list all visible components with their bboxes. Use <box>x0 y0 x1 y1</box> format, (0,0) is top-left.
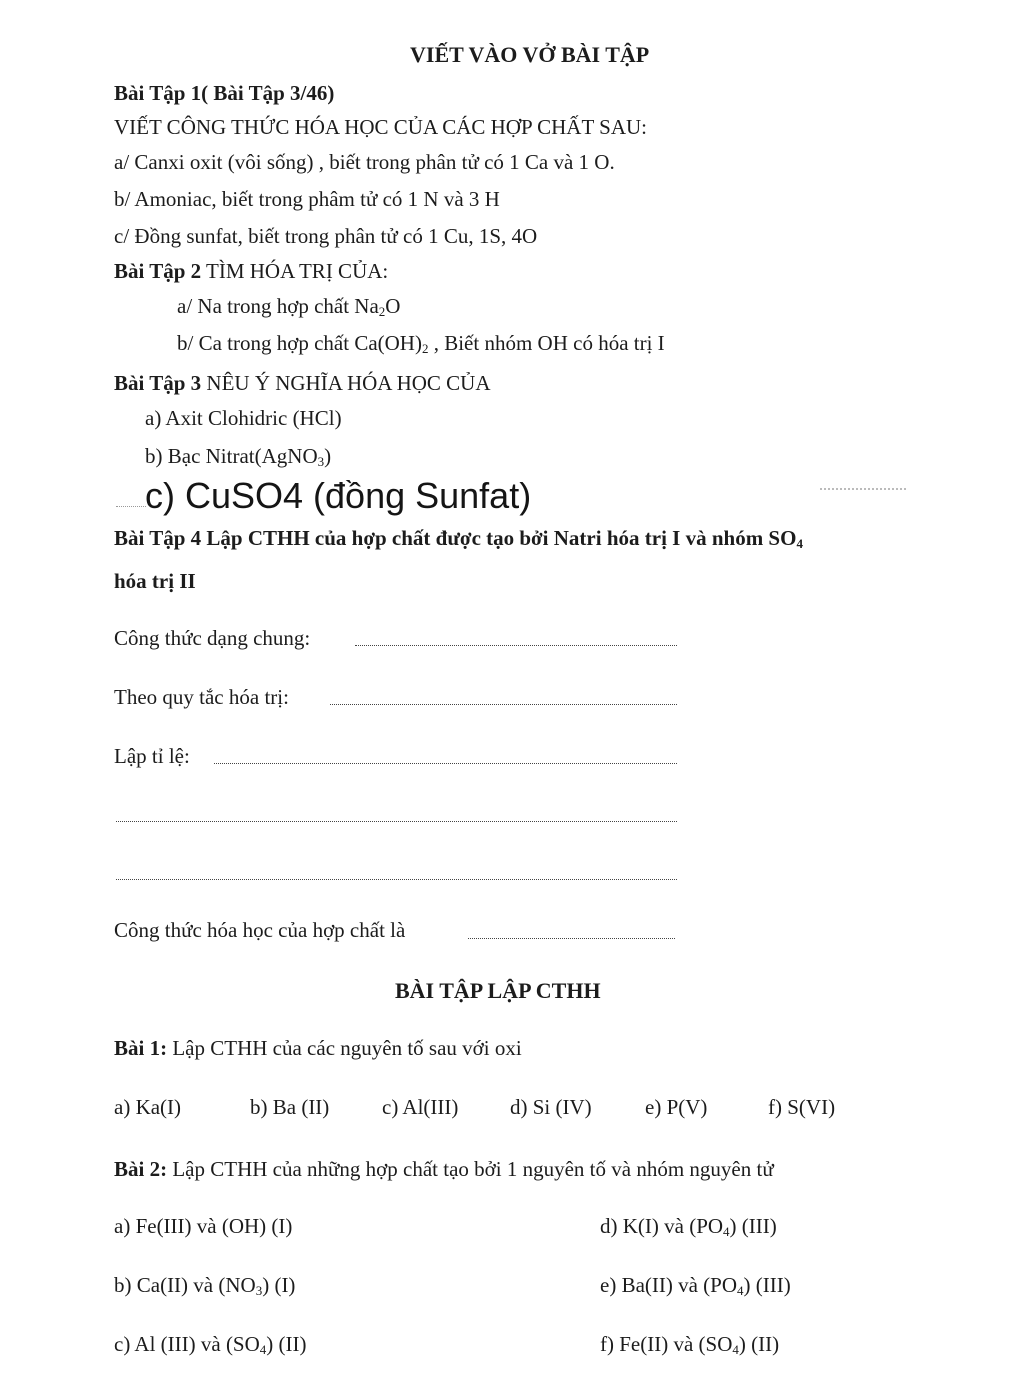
faint-mark <box>820 488 906 490</box>
bai2-item-a: a) Fe(III) và (OH) (I) <box>114 1214 293 1238</box>
bai2-label: Bài 2: <box>114 1157 168 1181</box>
ratio-label: Lập tỉ lệ: <box>114 744 190 768</box>
ex1-item-b: b/ Amoniac, biết trong phâm tử có 1 N và 3 H <box>114 187 500 211</box>
section2-heading: BÀI TẬP LẬP CTHH <box>395 978 601 1003</box>
answer-blank-1 <box>116 821 677 822</box>
answer-blank-2 <box>116 879 677 880</box>
ex4-title-text: Bài Tập 4 Lập CTHH của hợp chất được tạo bởi Natri hóa trị I và nhóm SO <box>114 526 797 550</box>
ex3-b-sub: 3 <box>317 454 325 469</box>
ex2-item-a <box>177 296 400 317</box>
bai2-d-sub: 4 <box>723 1224 730 1239</box>
ex1-item-c: c/ Đồng sunfat, biết trong phân tử có 1 Cu, 1S, 4O <box>114 224 538 248</box>
bai2-f-sub: 4 <box>732 1342 739 1357</box>
bai2-b-sub: 3 <box>255 1283 263 1298</box>
bai1-item: c) Al(III) <box>382 1095 459 1119</box>
ex2-title-text: TÌM HÓA TRỊ CỦA: <box>201 259 389 283</box>
bai2-c-sub: 4 <box>259 1342 267 1357</box>
final-formula-blank <box>468 938 675 939</box>
bai2-e-post: ) (III) <box>743 1273 791 1297</box>
bai2-title <box>114 1159 774 1180</box>
valence-rule-label: Theo quy tắc hóa trị: <box>114 685 289 709</box>
ex3-title <box>114 373 491 394</box>
bai2-item-d <box>600 1216 777 1237</box>
ex4-title-sub: 4 <box>796 536 803 551</box>
bai1-item: b) Ba (II) <box>250 1095 330 1119</box>
ex1-title: Bài Tập 1( Bài Tập 3/46) <box>114 81 335 105</box>
general-formula-label: Công thức dạng chung: <box>114 626 311 650</box>
bai1-item: e) P(V) <box>645 1095 708 1119</box>
ex1-instruction: VIẾT CÔNG THỨC HÓA HỌC CỦA CÁC HỢP CHẤT SAU: <box>114 115 647 139</box>
ex2-b-sub: 2 <box>421 341 429 356</box>
bai2-d-post: ) (III) <box>729 1214 777 1238</box>
bai2-item-c <box>114 1334 307 1355</box>
ex3-item-c: c) CuSO4 (đồng Sunfat) <box>145 475 532 516</box>
valence-rule-blank <box>330 704 677 705</box>
bai2-b-text: b) Ca(II) và (NO <box>114 1273 256 1297</box>
ex2-item-b <box>177 333 665 354</box>
ex2-a-text: a/ Na trong hợp chất Na <box>177 294 379 318</box>
ex3-label: Bài Tập 3 <box>114 371 202 395</box>
ratio-blank <box>214 763 677 764</box>
ex2-a-post: O <box>385 294 401 318</box>
bai1-item: d) Si (IV) <box>510 1095 592 1119</box>
ex3-b-post: ) <box>324 444 332 468</box>
bai1-title <box>114 1038 522 1059</box>
ex2-b-post: , Biết nhóm OH có hóa trị I <box>428 331 665 355</box>
bai2-f-post: ) (II) <box>738 1332 780 1356</box>
general-formula-blank <box>355 645 677 646</box>
ex2-b-text: b/ Ca trong hợp chất Ca(OH) <box>177 331 422 355</box>
ex4-title-line2: hóa trị II <box>114 569 196 593</box>
bai2-c-post: ) (II) <box>266 1332 307 1356</box>
bai2-d-text: d) K(I) và (PO <box>600 1214 724 1238</box>
ex1-item-a: a/ Canxi oxit (vôi sống) , biết trong phân tử có 1 Ca và 1 O. <box>114 150 615 174</box>
bai2-e-text: e) Ba(II) và (PO <box>600 1273 738 1297</box>
bai2-e-sub: 4 <box>737 1283 744 1298</box>
ex4-title-line1 <box>114 528 803 549</box>
bai2-text: Lập CTHH của những hợp chất tạo bởi 1 nguyên tố và nhóm nguyên tử <box>167 1157 774 1181</box>
ex3-item-b <box>145 446 331 467</box>
ex3-title-text: NÊU Ý NGHĨA HÓA HỌC CỦA <box>201 371 491 395</box>
bai1-text: Lập CTHH của các nguyên tố sau với oxi <box>167 1036 522 1060</box>
ex3-b-text: b) Bạc Nitrat(AgNO <box>145 444 318 468</box>
ex2-a-sub: 2 <box>378 304 386 319</box>
red-squiggle-mark <box>116 506 146 507</box>
final-formula-label: Công thức hóa học của hợp chất là <box>114 918 406 942</box>
bai2-item-b <box>114 1275 295 1296</box>
ex3-item-a: a) Axit Clohidric (HCl) <box>145 406 342 430</box>
bai2-item-f <box>600 1334 779 1355</box>
ex2-label: Bài Tập 2 <box>114 259 202 283</box>
bai2-c-text: c) Al (III) và (SO <box>114 1332 260 1356</box>
bai1-item: f) S(VI) <box>768 1095 836 1119</box>
page-heading: VIẾT VÀO VỞ BÀI TẬP <box>410 42 650 67</box>
bai1-label: Bài 1: <box>114 1036 168 1060</box>
bai2-f-text: f) Fe(II) và (SO <box>600 1332 733 1356</box>
bai2-item-e <box>600 1275 791 1296</box>
bai1-item: a) Ka(I) <box>114 1095 182 1119</box>
bai2-b-post: ) (I) <box>262 1273 296 1297</box>
ex2-title <box>114 261 388 282</box>
